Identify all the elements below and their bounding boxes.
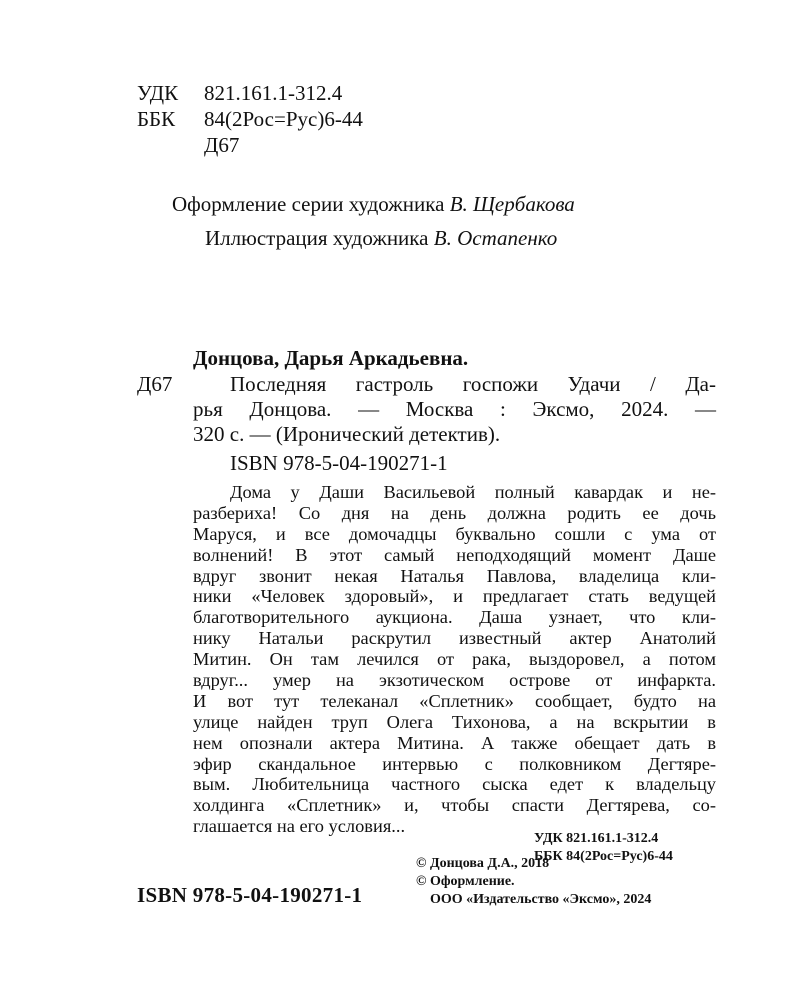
annotation-line: Дома у Даши Васильевой полный кавардак и не- bbox=[230, 482, 716, 502]
annotation-line: эфир скандальное интервью с полковником Дегтяре- bbox=[193, 753, 716, 774]
udk-label: УДК bbox=[137, 81, 179, 105]
annotation-line: улице найден труп Олега Тихонова, а на вскрытии в bbox=[193, 711, 716, 732]
udk-value: 821.161.1-312.4 bbox=[204, 81, 343, 105]
author-mark: Д67 bbox=[204, 133, 240, 157]
entry-mark: Д67 bbox=[137, 372, 173, 396]
series-credit-prefix: Оформление серии художника bbox=[172, 192, 445, 216]
annotation-line: вдруг... умер на экзотическом острове от инфаркта. bbox=[193, 670, 716, 691]
annotation-line: И вот тут телеканал «Сплетник» сообщает, будто на bbox=[193, 690, 716, 711]
illustration-credit-prefix: Иллюстрация художника bbox=[205, 226, 429, 250]
copyright-author: © Донцова Д.А., 2018 bbox=[416, 856, 550, 871]
annotation-line: Маруся, и все домочадцы буквально сошли с ума от bbox=[193, 523, 716, 544]
bbk-value: 84(2Рос=Рус)6-44 bbox=[204, 107, 363, 131]
bbk-label: ББК bbox=[137, 107, 176, 131]
annotation-line: волнений! В этот самый неподходящий момент Даше bbox=[193, 544, 716, 565]
annotation-line: глашается на его условия... bbox=[193, 816, 406, 837]
annotation bbox=[193, 482, 716, 837]
annotation-line: вдруг звонит некая Наталья Павлова, владелица кли- bbox=[193, 565, 716, 586]
footer-udk: УДК 821.161.1-312.4 bbox=[534, 831, 659, 846]
illustration-artist: В. Остапенко bbox=[433, 226, 558, 250]
footer-isbn: ISBN 978-5-04-190271-1 bbox=[137, 883, 363, 907]
series-artist: В. Щербакова bbox=[449, 192, 575, 216]
footer-bbk: ББК 84(2Рос=Рус)6-44 bbox=[534, 849, 673, 864]
entry-isbn: ISBN 978-5-04-190271-1 bbox=[230, 451, 448, 475]
entry-title-line: рья Донцова. — Москва : Эксмо, 2024. — bbox=[193, 397, 716, 421]
series-credit bbox=[172, 192, 575, 217]
illustration-credit bbox=[205, 226, 557, 251]
entry-title-line: 320 с. — (Иронический детектив). bbox=[193, 422, 501, 446]
annotation-line: нем опознали актера Митина. А также обещает дать в bbox=[193, 732, 716, 753]
annotation-line: ники «Человек здоровый», и предлагает стать ведущей bbox=[193, 586, 716, 607]
entry-author: Донцова, Дарья Аркадьевна. bbox=[193, 346, 469, 370]
annotation-line: благотворительного аукциона. Даша узнает, что кли- bbox=[193, 607, 716, 628]
publisher: ООО «Издательство «Эксмо», 2024 bbox=[430, 892, 652, 907]
copyright-design: © Оформление. bbox=[416, 874, 515, 889]
annotation-line: нику Натальи раскрутил известный актер Анатолий bbox=[193, 628, 716, 649]
annotation-line: вым. Любительница частного сыска едет к владельцу bbox=[193, 774, 716, 795]
annotation-line: холдинга «Сплетник» и, чтобы спасти Дегтярева, со- bbox=[193, 795, 716, 816]
annotation-line: разбериха! Со дня на день должна родить ее дочь bbox=[193, 502, 716, 523]
entry-title-line: Последняя гастроль госпожи Удачи / Да- bbox=[230, 372, 716, 396]
annotation-line: Митин. Он там лечился от рака, выздоровел, а потом bbox=[193, 649, 716, 670]
